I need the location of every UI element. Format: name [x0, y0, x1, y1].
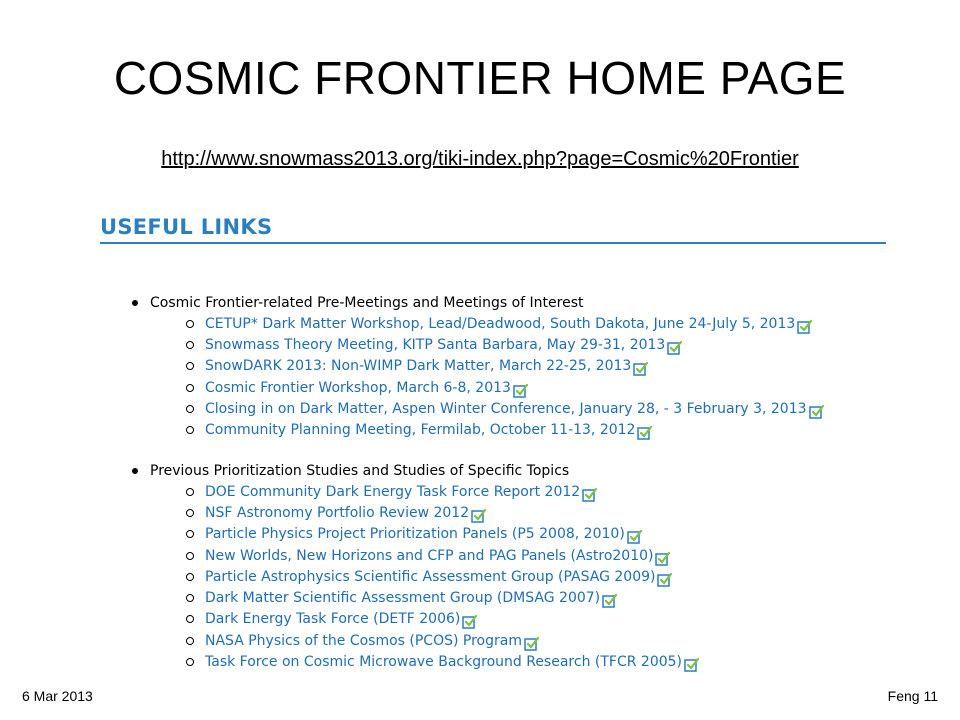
meetings-link-list — [128, 313, 888, 441]
link-list-item — [128, 630, 888, 651]
studies-link-list — [128, 481, 888, 673]
useful-links-panel — [96, 210, 896, 680]
footer-author-page: Feng 11 — [887, 688, 938, 704]
link-list-item — [128, 356, 888, 377]
footer-date: 6 Mar 2013 — [22, 688, 93, 704]
link-list-item — [128, 398, 888, 419]
external-link-icon[interactable] — [797, 319, 812, 334]
circle-bullet-icon — [186, 488, 194, 496]
external-link-icon[interactable] — [627, 529, 642, 544]
circle-bullet-icon — [186, 658, 194, 666]
circle-bullet-icon — [186, 509, 194, 517]
external-link-icon[interactable] — [471, 508, 486, 523]
external-link-icon[interactable] — [462, 614, 477, 629]
useful-link[interactable]: SnowDARK 2013: Non-WIMP Dark Matter, March 22-25, 2013 — [205, 358, 632, 375]
circle-bullet-icon — [186, 320, 194, 328]
studies-group — [128, 460, 888, 673]
external-link-icon[interactable] — [633, 361, 648, 376]
useful-link[interactable]: NSF Astronomy Portfolio Review 2012 — [205, 504, 470, 521]
circle-bullet-icon — [186, 552, 194, 560]
studies-group-title: Previous Prioritization Studies and Studies of Specific Topics — [150, 462, 570, 479]
external-link-icon[interactable] — [524, 636, 539, 651]
useful-link[interactable]: Snowmass Theory Meeting, KITP Santa Barbara, May 29-31, 2013 — [205, 336, 666, 353]
circle-bullet-icon — [186, 362, 194, 370]
external-link-icon[interactable] — [513, 383, 528, 398]
useful-link[interactable]: NASA Physics of the Cosmos (PCOS) Program — [205, 632, 522, 649]
external-link-icon[interactable] — [809, 404, 824, 419]
link-list-item — [128, 334, 888, 355]
useful-link[interactable]: CETUP* Dark Matter Workshop, Lead/Deadwood, South Dakota, June 24-July 5, 2013 — [205, 315, 796, 332]
external-link-icon[interactable] — [684, 657, 699, 672]
link-list-item — [128, 651, 888, 672]
useful-link[interactable]: Particle Physics Project Prioritization Panels (P5 2008, 2010) — [205, 526, 625, 543]
meetings-group-bullet — [128, 292, 888, 313]
circle-bullet-icon — [186, 341, 194, 349]
useful-link[interactable]: Dark Matter Scientific Assessment Group (DMSAG 2007) — [205, 590, 601, 607]
useful-link[interactable]: DOE Community Dark Energy Task Force Report 2012 — [205, 483, 581, 500]
link-list-item — [128, 566, 888, 587]
homepage-url-link[interactable]: http://www.snowmass2013.org/tiki-index.php?page=Cosmic%20Frontier — [161, 148, 799, 170]
useful-link[interactable]: Task Force on Cosmic Microwave Background Research (TFCR 2005) — [205, 654, 682, 671]
link-list-item — [128, 524, 888, 545]
link-list-item — [128, 377, 888, 398]
link-list-item — [128, 587, 888, 608]
link-list-item — [128, 419, 888, 440]
meetings-group — [128, 292, 888, 441]
link-list-item — [128, 481, 888, 502]
circle-bullet-icon — [186, 426, 194, 434]
circle-bullet-icon — [186, 405, 194, 413]
useful-link[interactable]: New Worlds, New Horizons and CFP and PAG Panels (Astro2010) — [205, 547, 654, 564]
external-link-icon[interactable] — [602, 593, 617, 608]
useful-link[interactable]: Closing in on Dark Matter, Aspen Winter Conference, January 28, - 3 February 3, 2013 — [205, 400, 807, 417]
external-link-icon[interactable] — [655, 551, 670, 566]
useful-links-heading-text: USEFUL LINKS — [100, 215, 273, 239]
external-link-icon[interactable] — [657, 572, 672, 587]
circle-bullet-icon — [186, 615, 194, 623]
useful-link[interactable]: Cosmic Frontier Workshop, March 6-8, 2013 — [205, 379, 511, 396]
circle-bullet-icon — [186, 384, 194, 392]
bullet-dot-icon — [132, 468, 138, 474]
useful-link[interactable]: Particle Astrophysics Scientific Assessment Group (PASAG 2009) — [205, 568, 656, 585]
link-list-item — [128, 313, 888, 334]
useful-links-heading — [100, 214, 886, 244]
circle-bullet-icon — [186, 594, 194, 602]
useful-link[interactable]: Community Planning Meeting, Fermilab, October 11-13, 2012 — [205, 422, 636, 439]
external-link-icon[interactable] — [582, 487, 597, 502]
meetings-group-title: Cosmic Frontier-related Pre-Meetings and Meetings of Interest — [150, 294, 584, 311]
studies-group-bullet — [128, 460, 888, 481]
link-list-item — [128, 545, 888, 566]
external-link-icon[interactable] — [667, 340, 682, 355]
bullet-dot-icon — [132, 300, 138, 306]
link-list-item — [128, 502, 888, 523]
external-link-icon[interactable] — [637, 425, 652, 440]
link-list-item — [128, 609, 888, 630]
circle-bullet-icon — [186, 637, 194, 645]
useful-link[interactable]: Dark Energy Task Force (DETF 2006) — [205, 611, 461, 628]
slide-title: COSMIC FRONTIER HOME PAGE — [113, 52, 847, 104]
circle-bullet-icon — [186, 573, 194, 581]
circle-bullet-icon — [186, 530, 194, 538]
